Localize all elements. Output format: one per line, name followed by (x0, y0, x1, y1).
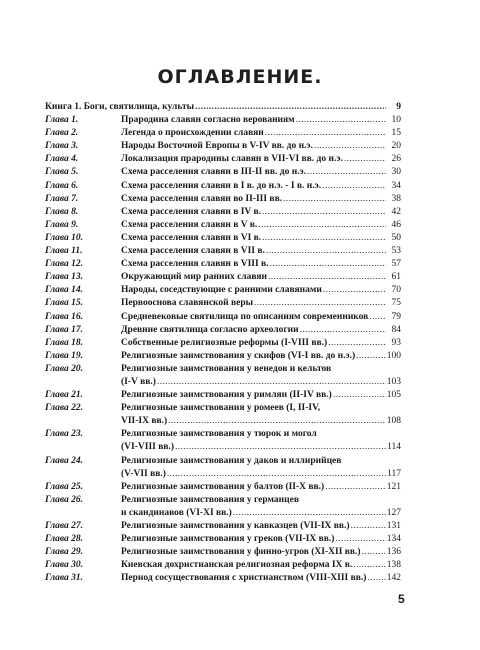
toc-page-number: 26 (391, 154, 401, 165)
toc-page-number: 30 (391, 167, 401, 178)
toc-leader-dots (344, 155, 386, 165)
toc-leader-dots (351, 522, 386, 532)
toc-chapter-label: Глава 1. (45, 115, 79, 126)
toc-chapter-row (45, 574, 401, 587)
toc-chapter-label: Глава 13. (45, 272, 84, 283)
toc-chapter-row (45, 339, 401, 352)
toc-chapter-label: Глава 29. (45, 547, 84, 558)
toc-leader-dots (296, 116, 386, 126)
toc-page-number: 117 (387, 468, 401, 479)
toc-leader-dots (356, 352, 386, 362)
toc-entry-title: Первооснова славянской веры (121, 298, 254, 309)
toc-entry-title: Религиозные заимствования у римлян (II-IV вв.) (121, 390, 332, 401)
toc-page-number: 136 (386, 547, 401, 558)
toc-chapter-label: Глава 14. (45, 285, 84, 296)
toc-entry-title: Схема расселения славян в V в. (121, 219, 258, 230)
toc-chapter-label: Глава 17. (45, 324, 84, 335)
toc-page-number: 121 (386, 481, 401, 492)
toc-continuation-row (45, 470, 401, 483)
toc-entry-title: Схема расселения славян во II-III вв. (121, 193, 283, 204)
toc-entry-title: (I-V вв.) (121, 376, 156, 387)
toc-leader-dots (167, 470, 386, 480)
toc-entry-title: Религиозные заимствования у греков (VII-IX вв.) (121, 534, 335, 545)
toc-leader-dots (367, 574, 385, 584)
toc-chapter-label: Глава 2. (45, 128, 79, 139)
table-of-contents (45, 103, 401, 587)
toc-leader-dots (262, 208, 386, 218)
toc-chapter-label: Глава 31. (45, 573, 84, 584)
toc-leader-dots (262, 234, 386, 244)
toc-entry-title: Религиозные заимствования у финно-угров (XI-XII вв.) (121, 547, 361, 558)
toc-leader-dots (353, 561, 385, 571)
toc-entry-title: Религиозные заимствования у даков и иллирийцев (121, 455, 342, 466)
toc-chapter-label: Глава 8. (45, 206, 79, 217)
toc-page-number: 53 (391, 246, 401, 257)
toc-entry-title: Киевская дохристианская религиозная реформа IX в. (121, 560, 353, 571)
toc-page-number: 61 (391, 272, 401, 283)
toc-leader-dots (195, 103, 386, 113)
toc-page-number: 10 (391, 115, 401, 126)
toc-entry-title: Схема расселения славян в VIII в. (121, 259, 269, 270)
toc-page-number: 131 (386, 521, 401, 531)
toc-chapter-row (45, 168, 401, 181)
toc-entry-title: Религиозные заимствования у кавказцев (VII-IX вв.) (121, 521, 350, 531)
toc-leader-dots (268, 273, 386, 283)
toc-page-number: 42 (391, 206, 401, 217)
toc-page-number: 79 (391, 311, 401, 322)
toc-chapter-row (45, 457, 401, 470)
toc-entry-title: Книга 1. Боги, святилища, культы (45, 102, 195, 112)
toc-leader-dots (323, 286, 386, 296)
toc-entry-title: Средневековые святилища по описаниям современников (121, 311, 369, 322)
toc-entry-title: Религиозные заимствования у венедов и кельтов (121, 363, 332, 374)
toc-chapter-label: Глава 24. (45, 455, 84, 466)
toc-chapter-label: Глава 28. (45, 534, 84, 545)
toc-entry-title: Схема расселения славян в VI в. (121, 232, 262, 243)
toc-page-number: 105 (386, 390, 401, 401)
toc-entry-title: Религиозные заимствования у ромеев (I, II-IV, (121, 403, 321, 414)
toc-leader-dots (369, 313, 386, 323)
toc-entry-title: VII-IX вв.) (121, 416, 168, 427)
toc-chapter-row (45, 496, 401, 509)
toc-entry-title: (VI-VIII вв.) (121, 442, 175, 453)
toc-chapter-label: Глава 7. (45, 193, 79, 204)
toc-entry-title: Народы, соседствующие с ранними славянами (121, 285, 322, 296)
toc-leader-dots (300, 326, 386, 336)
toc-leader-dots (314, 142, 386, 152)
toc-entry-title: Религиозные заимствования у скифов (VI-I вв. до н.э.) (121, 350, 356, 361)
toc-chapter-row (45, 352, 401, 365)
toc-leader-dots (328, 339, 386, 349)
toc-leader-dots (325, 483, 386, 493)
toc-leader-dots (283, 195, 386, 205)
toc-chapter-label: Глава 19. (45, 350, 84, 361)
toc-chapter-label: Глава 27. (45, 521, 84, 531)
toc-chapter-row (45, 326, 401, 339)
page-number: 5 (398, 592, 405, 606)
toc-chapter-label: Глава 22. (45, 403, 84, 414)
toc-page-number: 134 (386, 534, 401, 545)
toc-entry-title: Схема расселения славян в VII в. (121, 246, 265, 257)
toc-chapter-label: Глава 26. (45, 494, 84, 505)
toc-chapter-label: Глава 15. (45, 298, 84, 309)
toc-page-number: 46 (391, 219, 401, 230)
toc-leader-dots (270, 260, 386, 270)
toc-continuation-row (45, 443, 401, 456)
toc-chapter-row (45, 430, 401, 443)
toc-entry-title: Религиозные заимствования у балтов (II-X вв.) (121, 481, 325, 492)
toc-chapter-label: Глава 18. (45, 337, 84, 348)
toc-chapter-label: Глава 9. (45, 219, 79, 230)
toc-leader-dots (265, 129, 386, 139)
toc-entry-title: и скандинавов (VI-XI вв.) (121, 507, 232, 518)
toc-chapter-label: Глава 20. (45, 363, 84, 374)
toc-chapter-label: Глава 5. (45, 167, 79, 178)
toc-page-number: 57 (391, 259, 401, 270)
toc-page-number: 93 (391, 337, 401, 348)
toc-leader-dots (233, 509, 386, 519)
toc-entry-title: Схема расселения славян в I в. до н.э. - I в. н.э. (121, 180, 322, 191)
toc-page-number: 103 (386, 376, 401, 387)
page-title: ОГЛАВЛЕНИЕ. (157, 66, 323, 88)
toc-entry-title: Схема расселения славян в IV в. (121, 206, 261, 217)
toc-entry-title: Схема расселения славян в III-II вв. до н.э. (121, 167, 307, 178)
toc-chapter-row (45, 313, 401, 326)
toc-chapter-label: Глава 16. (45, 311, 84, 322)
toc-chapter-row (45, 195, 401, 208)
toc-chapter-label: Глава 21. (45, 390, 84, 401)
toc-entry-title: Собственные религиозные реформы (I-VIII вв.) (121, 337, 328, 348)
toc-page-number: 114 (387, 442, 401, 453)
toc-chapter-label: Глава 23. (45, 429, 84, 440)
toc-entry-title: Легенда о происхождении славян (121, 128, 264, 139)
toc-chapter-row (45, 365, 401, 378)
toc-leader-dots (266, 247, 386, 257)
toc-leader-dots (322, 182, 386, 192)
toc-page-number: 70 (391, 285, 401, 296)
toc-chapter-row (45, 404, 401, 417)
toc-page-number: 100 (386, 350, 401, 361)
toc-chapter-label: Глава 30. (45, 560, 84, 571)
toc-page-number: 15 (391, 128, 401, 139)
toc-entry-title: Локализация прародины славян в VII-VI вв. до н.э. (121, 154, 343, 165)
toc-page-number: 108 (386, 416, 401, 427)
toc-chapter-row (45, 182, 401, 195)
toc-page-number: 84 (391, 324, 401, 335)
toc-leader-dots (333, 391, 386, 401)
toc-entry-title: (V-VII вв.) (121, 468, 166, 479)
toc-page-number: 138 (386, 560, 401, 571)
toc-chapter-label: Глава 11. (45, 246, 83, 257)
toc-entry-title: Религиозные заимствования у тюрок и могол (121, 429, 317, 440)
toc-chapter-label: Глава 3. (45, 141, 79, 152)
toc-page-number: 34 (391, 180, 401, 191)
toc-entry-title: Прародина славян согласно верованиям (121, 115, 295, 126)
toc-leader-dots (175, 443, 386, 453)
toc-page-number: 9 (396, 102, 401, 112)
toc-page-number: 142 (386, 573, 401, 584)
toc-entry-title: Древние святилища согласно археологии (121, 324, 299, 335)
toc-leader-dots (254, 299, 386, 309)
toc-chapter-label: Глава 10. (45, 232, 84, 243)
toc-entry-title: Народы Восточной Европы в V-IV вв. до н.э. (121, 141, 313, 152)
toc-chapter-label: Глава 4. (45, 154, 79, 165)
toc-leader-dots (362, 548, 386, 558)
toc-chapter-row (45, 299, 401, 312)
toc-entry-title: Окружающий мир ранних славян (121, 272, 267, 283)
toc-page-number: 127 (386, 507, 401, 518)
toc-leader-dots (307, 168, 386, 178)
toc-page-number: 38 (391, 193, 401, 204)
toc-page-number: 50 (391, 232, 401, 243)
toc-page-number: 75 (391, 298, 401, 309)
toc-chapter-row (45, 483, 401, 496)
toc-entry-title: Период сосуществования с христианством (VIII-XIII вв.) (121, 573, 367, 584)
toc-leader-dots (157, 378, 386, 388)
toc-chapter-label: Глава 25. (45, 481, 84, 492)
toc-leader-dots (258, 221, 386, 231)
toc-chapter-label: Глава 12. (45, 259, 84, 270)
toc-chapter-row (45, 208, 401, 221)
toc-chapter-label: Глава 6. (45, 180, 79, 191)
toc-leader-dots (335, 535, 385, 545)
toc-entry-title: Религиозные заимствования у германцев (121, 494, 299, 505)
toc-leader-dots (168, 417, 386, 427)
toc-chapter-row (45, 221, 401, 234)
toc-page-number: 20 (391, 141, 401, 152)
